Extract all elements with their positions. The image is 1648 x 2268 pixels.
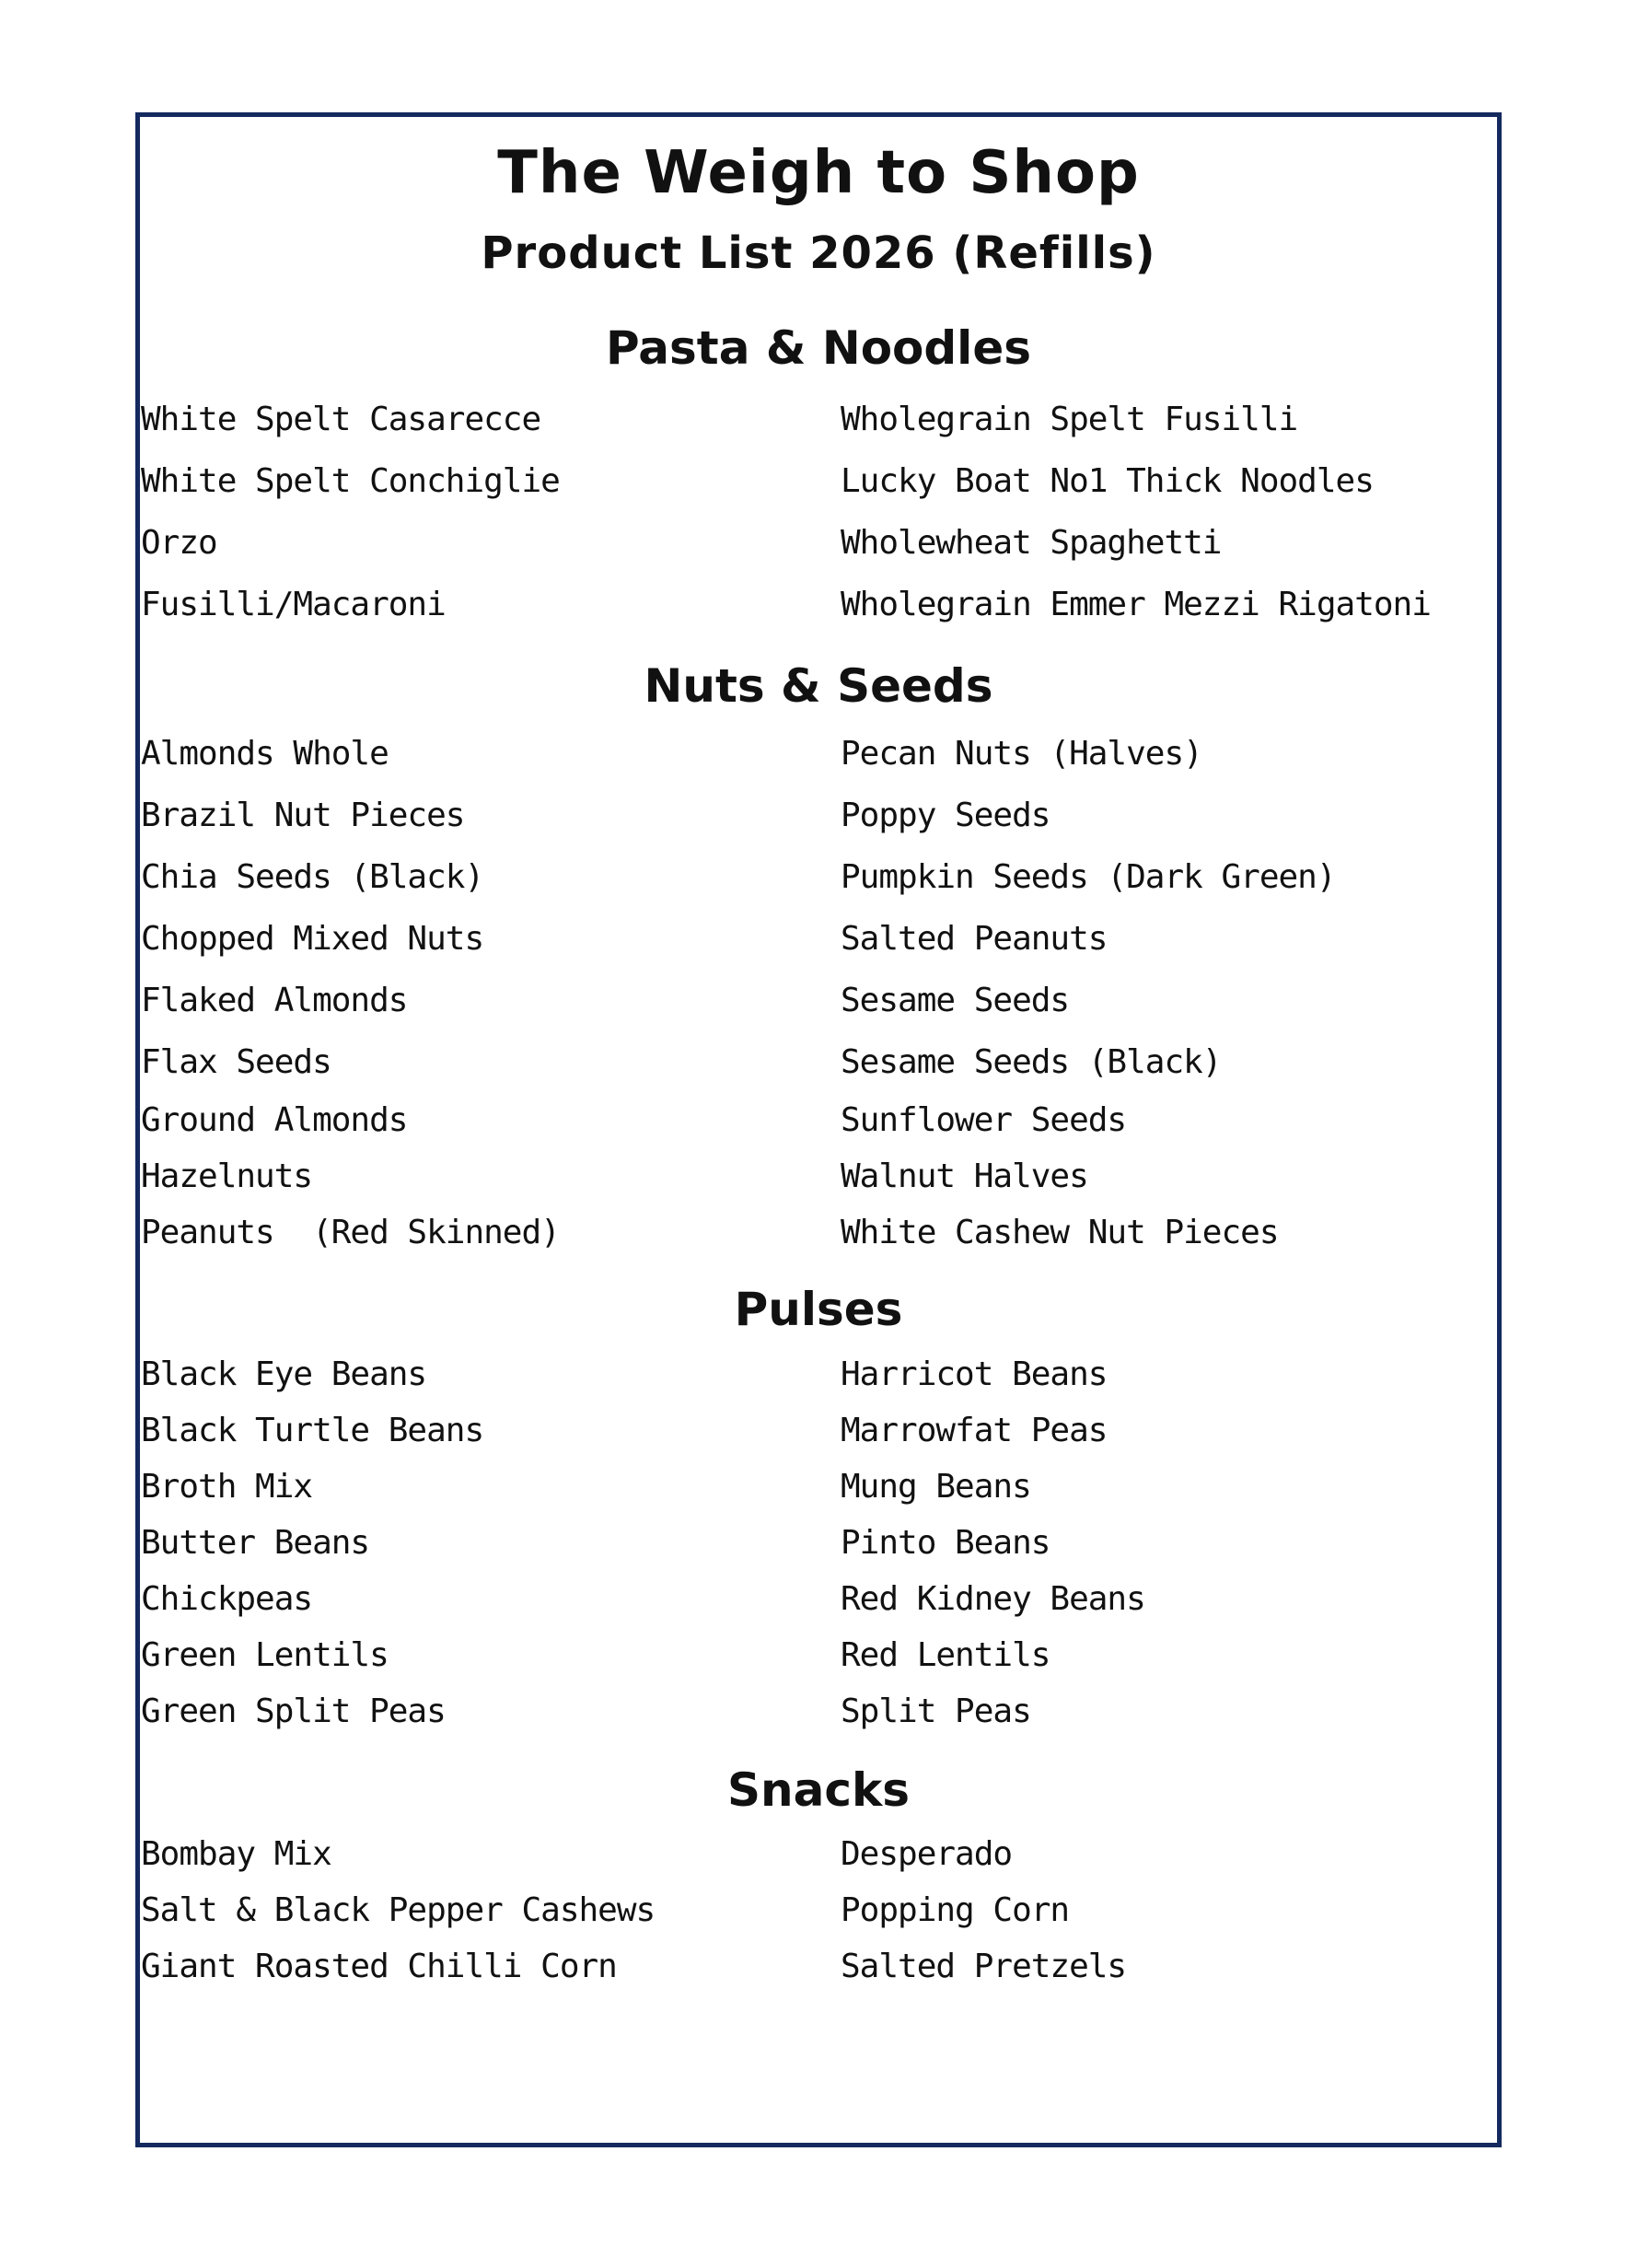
document-title: The Weigh to Shop bbox=[497, 139, 1140, 207]
list-item: Green Lentils bbox=[141, 1636, 389, 1674]
list-item: Giant Roasted Chilli Corn bbox=[141, 1948, 617, 1985]
section-heading-nuts-seeds: Nuts & Seeds bbox=[644, 659, 993, 713]
list-item: Pumpkin Seeds (Dark Green) bbox=[841, 858, 1336, 896]
section-heading-pulses: Pulses bbox=[734, 1283, 903, 1336]
list-item: Popping Corn bbox=[841, 1891, 1070, 1929]
list-item: Desperado bbox=[841, 1835, 1013, 1873]
list-item: Pecan Nuts (Halves) bbox=[841, 735, 1202, 773]
list-item: Black Turtle Beans bbox=[141, 1412, 484, 1449]
list-item: Flax Seeds bbox=[141, 1043, 331, 1081]
list-item: Peanuts (Red Skinned) bbox=[141, 1214, 560, 1251]
list-item: Red Lentils bbox=[841, 1636, 1050, 1674]
list-item: Salted Pretzels bbox=[841, 1948, 1127, 1985]
list-item: Salt & Black Pepper Cashews bbox=[141, 1891, 656, 1929]
list-item: Butter Beans bbox=[141, 1524, 370, 1562]
list-item: Flaked Almonds bbox=[141, 982, 408, 1019]
list-item: White Spelt Conchiglie bbox=[141, 462, 560, 500]
list-item: Split Peas bbox=[841, 1692, 1031, 1730]
list-item: Marrowfat Peas bbox=[841, 1412, 1108, 1449]
list-item: Salted Peanuts bbox=[841, 920, 1108, 958]
list-item: Brazil Nut Pieces bbox=[141, 797, 465, 834]
list-item: Green Split Peas bbox=[141, 1692, 446, 1730]
list-item: Pinto Beans bbox=[841, 1524, 1050, 1562]
list-item: Chia Seeds (Black) bbox=[141, 858, 484, 896]
list-item: Black Eye Beans bbox=[141, 1355, 427, 1393]
list-item: Wholewheat Spaghetti bbox=[841, 524, 1222, 562]
list-item: White Spelt Casarecce bbox=[141, 401, 541, 438]
list-item: Lucky Boat No1 Thick Noodles bbox=[841, 462, 1374, 500]
list-item: Bombay Mix bbox=[141, 1835, 331, 1873]
section-heading-snacks: Snacks bbox=[727, 1763, 910, 1817]
list-item: Walnut Halves bbox=[841, 1157, 1088, 1195]
section-heading-pasta-noodles: Pasta & Noodles bbox=[605, 321, 1031, 375]
list-item: Ground Almonds bbox=[141, 1101, 408, 1139]
list-item: Hazelnuts bbox=[141, 1157, 313, 1195]
list-item: Sesame Seeds bbox=[841, 982, 1070, 1019]
list-item: Almonds Whole bbox=[141, 735, 389, 773]
list-item: Broth Mix bbox=[141, 1468, 313, 1506]
list-item: Sesame Seeds (Black) bbox=[841, 1043, 1222, 1081]
list-item: Orzo bbox=[141, 524, 217, 562]
list-item: Wholegrain Emmer Mezzi Rigatoni bbox=[841, 586, 1431, 623]
list-item: Mung Beans bbox=[841, 1468, 1031, 1506]
document-subtitle: Product List 2026 (Refills) bbox=[481, 227, 1156, 279]
list-item: White Cashew Nut Pieces bbox=[841, 1214, 1279, 1251]
list-item: Sunflower Seeds bbox=[841, 1101, 1127, 1139]
list-item: Red Kidney Beans bbox=[841, 1580, 1145, 1618]
list-item: Chopped Mixed Nuts bbox=[141, 920, 484, 958]
list-item: Poppy Seeds bbox=[841, 797, 1050, 834]
list-item: Harricot Beans bbox=[841, 1355, 1108, 1393]
list-item: Wholegrain Spelt Fusilli bbox=[841, 401, 1298, 438]
list-item: Fusilli/Macaroni bbox=[141, 586, 446, 623]
list-item: Chickpeas bbox=[141, 1580, 313, 1618]
